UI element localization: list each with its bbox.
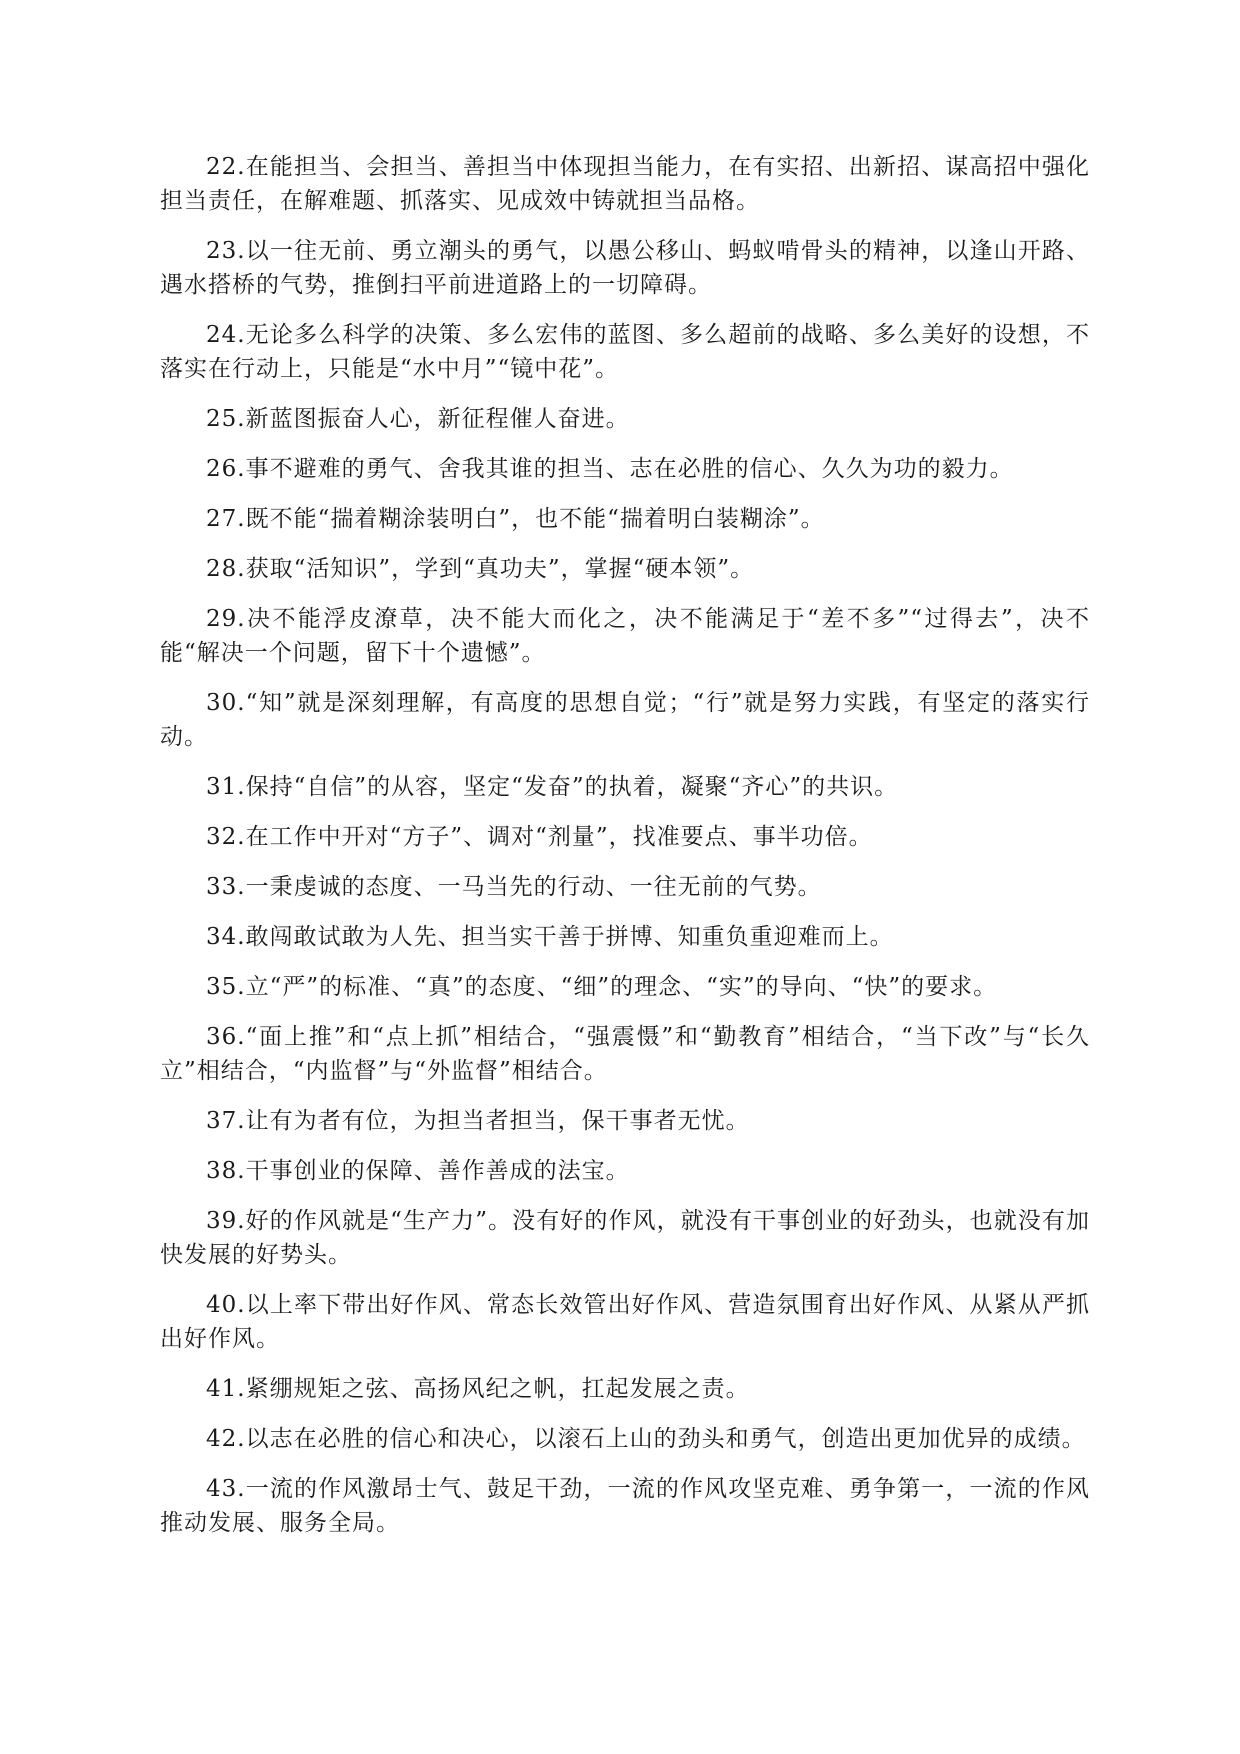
paragraph-26: 26.事不避难的勇气、舍我其谁的担当、志在必胜的信心、久久为功的毅力。 xyxy=(206,456,1014,482)
paragraph-33: 33.一秉虔诚的态度、一马当先的行动、一往无前的气势。 xyxy=(206,874,822,900)
document-page xyxy=(160,150,1090,1556)
paragraph-31: 31.保持“自信”的从容，坚定“发奋”的执着，凝聚“齐心”的共识。 xyxy=(206,774,899,800)
paragraph-42: 42.以志在必胜的信心和决心，以滚石上山的劲头和勇气，创造出更加优异的成绩。 xyxy=(206,1426,1086,1452)
paragraph-30: 30.“知”就是深刻理解，有高度的思想自觉；“行”就是努力实践，有坚定的落实行动。 xyxy=(160,690,1090,750)
paragraph-35: 35.立“严”的标准、“真”的态度、“细”的理念、“实”的导向、“快”的要求。 xyxy=(206,974,998,1000)
paragraph-39: 39.好的作风就是“生产力”。没有好的作风，就没有干事创业的好劲头，也就没有加快发展的好势头。 xyxy=(160,1208,1090,1268)
paragraph-24: 24.无论多么科学的决策、多么宏伟的蓝图、多么超前的战略、多么美好的设想，不落实在行动上，只能是“水中月”“镜中花”。 xyxy=(160,322,1090,382)
paragraph-28: 28.获取“活知识”，学到“真功夫”，掌握“硬本领”。 xyxy=(206,556,755,582)
paragraph-41: 41.紧绷规矩之弦、高扬风纪之帆，扛起发展之责。 xyxy=(206,1376,750,1402)
paragraph-36: 36.“面上推”和“点上抓”相结合，“强震慑”和“勤教育”相结合，“当下改”与“长久立”相结合，“内监督”与“外监督”相结合。 xyxy=(160,1024,1090,1084)
paragraph-27: 27.既不能“揣着糊涂装明白”，也不能“揣着明白装糊涂”。 xyxy=(206,506,825,532)
paragraph-34: 34.敢闯敢试敢为人先、担当实干善于拼博、知重负重迎难而上。 xyxy=(206,924,894,950)
paragraph-22: 22.在能担当、会担当、善担当中体现担当能力，在有实招、出新招、谋高招中强化担当责任，在解难题、抓落实、见成效中铸就担当品格。 xyxy=(160,154,1090,214)
paragraph-32: 32.在工作中开对“方子”、调对“剂量”，找准要点、事半功倍。 xyxy=(206,824,873,850)
paragraph-40: 40.以上率下带出好作风、常态长效管出好作风、营造氛围育出好作风、从紧从严抓出好作风。 xyxy=(160,1292,1090,1352)
paragraph-25: 25.新蓝图振奋人心，新征程催人奋进。 xyxy=(206,406,630,432)
paragraph-43: 43.一流的作风激昂士气、鼓足干劲，一流的作风攻坚克难、勇争第一，一流的作风推动发展、服务全局。 xyxy=(160,1476,1090,1536)
paragraph-38: 38.干事创业的保障、善作善成的法宝。 xyxy=(206,1158,630,1184)
paragraph-23: 23.以一往无前、勇立潮头的勇气，以愚公移山、蚂蚁啃骨头的精神，以逢山开路、遇水搭桥的气势，推倒扫平前进道路上的一切障碍。 xyxy=(160,238,1090,298)
paragraph-29: 29.决不能浮皮潦草，决不能大而化之，决不能满足于“差不多”“过得去”，决不能“解决一个问题，留下十个遗憾”。 xyxy=(160,606,1090,666)
paragraph-37: 37.让有为者有位，为担当者担当，保干事者无忧。 xyxy=(206,1108,750,1134)
